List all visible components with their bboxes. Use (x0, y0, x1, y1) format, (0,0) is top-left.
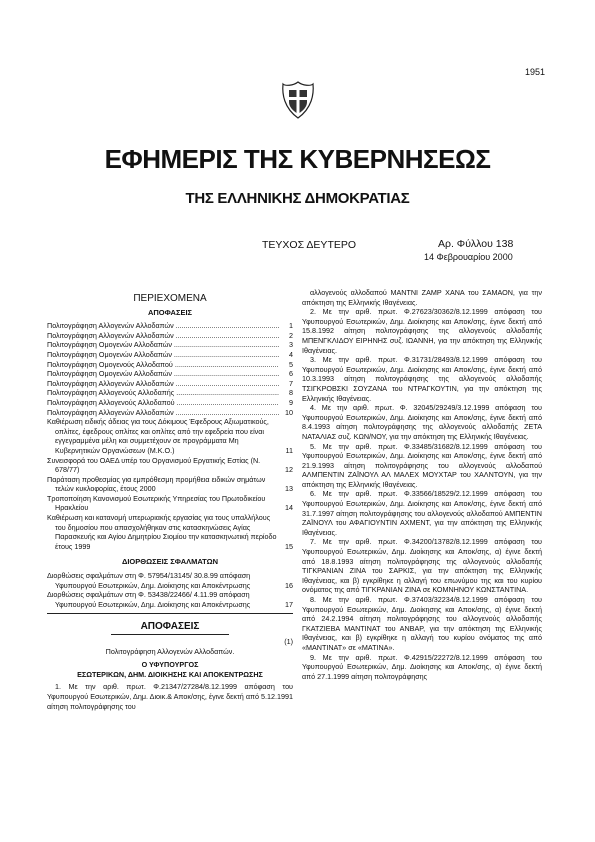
issue-label: ΤΕΥΧΟΣ ΔΕΥΤΕΡΟ (262, 239, 357, 251)
toc-item: Πολιτογράφηση Ομογενών Αλλοδαπών ..... 3 (47, 340, 293, 350)
toc-item: Πολιτογράφηση Ομογενούς Αλλοδαπού ..... 5 (47, 360, 293, 370)
decision-paragraph: αλλογενούς αλλοδαπού ΜΑΝΤΝΙ ΖΑΜΡ ΧΑΝΑ του ΣΑΜΑΟΝ, για την απόκτηση της Ελληνικής Ιθαγένειας. (302, 288, 542, 307)
decision-paragraph: 5. Με την αριθ. πρωτ. Φ.33485/31682/8.12.1999 απόφαση του Υφυπουργού Εσωτερικών, Δημ. Διοίκησης και Αποκ/σης, έγινε δεκτή από 21.9.1993 αίτηση πολιτογράφησης του αλλογενούς αλλοδαπού ΑΛΜΠΕΝΤΙΝ ΖΑΪΝΟΥΛ ΑΛ ΜΑΛΕΧ ΜΟΥΧΤΑΡ του ΧΑΛΝΤΟΥΝ, για την απόκτηση της Ελληνικής Ιθαγένειας. (302, 441, 542, 489)
toc-item: Καθιέρωση ειδικής άδειας για τους Δόκιμους Έφεδρους Αξιωματικούς, οπλίτες, έφεδρους οπλίτες και οπλίτες από την εφεδρεία που είναι εγγεγραμμένα μέλη και συμμετέχουν σε προγράμματα Μη Κυβερνητικών Οργανώσεων (Μ.Κ.Ο.) 11 (47, 417, 293, 455)
toc-item: Πολιτογράφηση Ομογενών Αλλοδαπών ..... 6 (47, 369, 293, 379)
decisions-heading: ΑΠΟΦΑΣΕΙΣ (111, 622, 230, 635)
toc-item: Πολιτογράφηση Αλλογενούς Αλλοδαπής ..... 8 (47, 388, 293, 398)
toc-item: Πολιτογράφηση Ομογενών Αλλοδαπών ..... 4 (47, 350, 293, 360)
toc-corrections-heading: ΔΙΟΡΘΩΣΕΙΣ ΣΦΑΛΜΑΤΩΝ (121, 557, 219, 567)
decision-subject: Πολιτογράφηση Αλλογενών Αλλοδαπών. (105, 646, 235, 656)
decision-paragraph: 9. Με την αριθ. πρωτ. Φ.42915/22272/8.12.1999 απόφαση του Υφυπουργού Εσωτερικών, Δημ. Διοίκησης και Αποκ/σης, α) έγινε δεκτή από 27.1.1999 αίτηση πολιτογράφησης (302, 652, 542, 681)
decision-paragraph: 8. Με την αριθ. πρωτ. Φ.37403/32234/8.12.1999 απόφαση του Υφυπουργού Εσωτερικών, Δημ. Διοίκησης και Αποκ/σης, α) έγινε δεκτή από 24.2.1994 αίτηση πολιτογράφησης του αλλογενούς αλλοδαπής ΓΚΑΤΖΙΕΒΑ ΜΑΝΤΙΝΑΤ του ΑΝΒΑΡ, για την απόκτηση της Ελληνικής Ιθαγένειας, και β) εγκρίθηκε η αλλαγή του κυρίου ονόματος της από «ΜΑΝΤΙΝΑΤ» σε «ΜΑΤΙΝΑ». (302, 595, 542, 652)
toc-item: Παράταση προθεσμίας για εμπρόθεσμη προμήθεια ειδικών σημάτων τελών κυκλοφορίας, έτους 2000 13 (47, 474, 293, 494)
decision-paragraph: 7. Με την αριθ. πρωτ. Φ.34200/13782/8.12.1999 απόφαση του Υφυπουργού Εσωτερικών, Δημ. Διοίκησης και Αποκ/σης, α) έγινε δεκτή από 18.8.1993 αίτηση πολιτογράφησης της αλλογενούς αλλοδαπής ΤΙΓΚΡΑΝΙΑΝ ΖΙΝΑ του ΣΑΡΚΙΣ, για την απόκτηση της Ελληνικής Ιθαγένειας, και β) εγκρίθηκε η αλλαγή του επωνύμου της και του κυρίου ονόματος της από ΤΙΓΚΡΑΝΙΑΝ ΖΙΝΑ σε ΚΟΜΝΗΝΟΥ ΚΩΝΣΤΑΝΤΙΝΑ. (302, 537, 542, 595)
toc-correction-item: Διορθώσεις σφαλμάτων στη Φ. 57954/13145/ 30.8.99 απόφαση Υφυπουργού Εσωτερικών, Δημ. Διοίκησης και Αποκέντρωσης 16 (47, 571, 293, 590)
sheet-number: Αρ. Φύλλου 138 (438, 238, 514, 250)
toc-decisions-heading: ΑΠΟΦΑΣΕΙΣ (147, 307, 193, 317)
issue-date: 14 Φεβρουαρίου 2000 (424, 252, 513, 262)
gazette-subtitle: ΤΗΣ ΕΛΛΗΝΙΚΗΣ ΔΗΜΟΚΡΑΤΙΑΣ (185, 190, 410, 207)
left-column (47, 290, 293, 711)
toc-item: Πολιτογράφηση Αλλογενών Αλλοδαπών ..... 7 (47, 379, 293, 389)
right-column (302, 288, 542, 681)
toc-correction-item: Διορθώσεις σφαλμάτων στη Φ. 53438/22466/ 4.11.99 απόφαση Υφυπουργού Εσωτερικών, Δημ. Διοίκησης και Αποκέντρωσης 17 (47, 590, 293, 614)
greek-coat-of-arms-icon (281, 80, 315, 120)
decisions-section (47, 622, 293, 635)
decision-number: (1) (284, 637, 293, 646)
page-number: 1951 (524, 67, 545, 77)
decision-paragraph: 1. Με την αριθ. πρωτ. Φ.21347/27284/8.12.1999 απόφαση του Υφυπουργού Εσωτερικών, Δημ. Διοικ.& Αποκ/σης, έγινε δεκτή από 5.12.1991 αίτηση πολιτογράφησης του (47, 682, 293, 711)
gazette-title: ΕΦΗΜΕΡΙΣ ΤΗΣ ΚΥΒΕΡΝΗΣΕΩΣ (104, 144, 491, 174)
toc-item: Πολιτογράφηση Αλλογενών Αλλοδαπών ..... 10 (47, 408, 293, 418)
toc-item: Πολιτογράφηση Αλλογενών Αλλοδαπών ..... 2 (47, 331, 293, 341)
authority-line-2: ΕΣΩΤΕΡΙΚΩΝ, ΔΗΜ. ΔΙΟΙΚΗΣΗΣ ΚΑΙ ΑΠΟΚΕΝΤΡΩΣΗΣ (77, 669, 263, 679)
toc-item: Πολιτογράφηση Αλλογενών Αλλοδαπών ..... 1 (47, 321, 293, 331)
toc-item: Συνεισφορά του ΟΑΕΔ υπέρ του Οργανισμού Εργατικής Εστίας (Ν. 678/77) 12 (47, 455, 293, 475)
toc-item: Πολιτογράφηση Αλλογενούς Αλλοδαπού ..... 9 (47, 398, 293, 408)
decision-paragraph: 3. Με την αριθ. πρωτ. Φ.31731/28493/8.12.1999 απόφαση του Υφυπουργού Εσωτερικών, Δημ. Διοίκησης και Αποκ/σης, έγινε δεκτή από 10.3.1993 αίτηση πολιτογράφησης της αλλογενούς αλλοδαπής ΤΣΙΓΚΡΟΒΣΚΙ ΣΟΥΖΑΝΑ του ΝΤΡΑΓΚΟΥΤΙΝ, για την απόκτηση της Ελληνικής Ιθαγένειας. (302, 355, 542, 403)
toc-item: Τροποποίηση Κανονισμού Εσωτερικής Υπηρεσίας του Πρωτοδικείου Ηρακλείου 14 (47, 493, 293, 513)
toc-item: Καθιέρωση και κατανομή υπερωριακής εργασίας για τους υπαλλήλους του δημοσίου που απασχολήθηκαν στις κατασκηνώσεις Αγίας Παρασκευής και Αγίου Δημητρίου Σιομίου την κατασκηνωτική περίοδο έτους 1999 15 (47, 513, 293, 551)
decision-paragraph: 4. Με την αριθ. πρωτ. Φ. 32045/29249/3.12.1999 απόφαση του Υφυπουργού Εσωτερικών, Δημ. Διοίκησης και Αποκ/σης, έγινε δεκτή από 8.4.1993 αίτηση πολιτογράφησης της αλλογενούς αλλοδαπής ΖΕΤΑ ΝΑΤΑΛΙΑΣ συζ. ΚΩΝ/ΝΟΥ, για την απόκτηση της Ελληνικής Ιθαγένειας. (302, 403, 542, 441)
toc-heading: ΠΕΡΙΕΧΟΜΕΝΑ (133, 293, 207, 304)
decision-paragraph: 6. Με την αριθ. πρωτ. Φ.33566/18529/2.12.1999 απόφαση του Υφυπουργού Εσωτερικών, Δημ. Διοίκησης και Αποκ/σης, έγινε δεκτή από 31.7.1997 αίτηση πολιτογράφησης του αλλογενούς αλλοδαπού ΑΜΠΕΝΤΙΝ ΖΑΪΝΟΥΛ του ΑΦΑΓΙΟΥΝΤΙΝ ΑΧΜΕΝΤ, για την απόκτηση της Ελληνικής Ιθαγένειας. (302, 489, 542, 537)
authority-line-1: Ο ΥΦΥΠΟΥΡΓΟΣ (141, 660, 199, 670)
decision-paragraph: 2. Με την αριθ. πρωτ. Φ.27623/30362/8.12.1999 απόφαση του Υφυπουργού Εσωτερικών, Δημ. Διοίκησης και Αποκ/σης, έγινε δεκτή από 15.8.1992 αίτηση πολιτογράφησης της αλλογενούς αλλοδαπής ΜΠΕΝΓΚΛΙΔΟΥ ΕΙΡΗΝΗΣ συζ. ΙΩΑΝΝΗ, για την απόκτηση της Ελληνικής Ιθαγένειας. (302, 307, 542, 355)
